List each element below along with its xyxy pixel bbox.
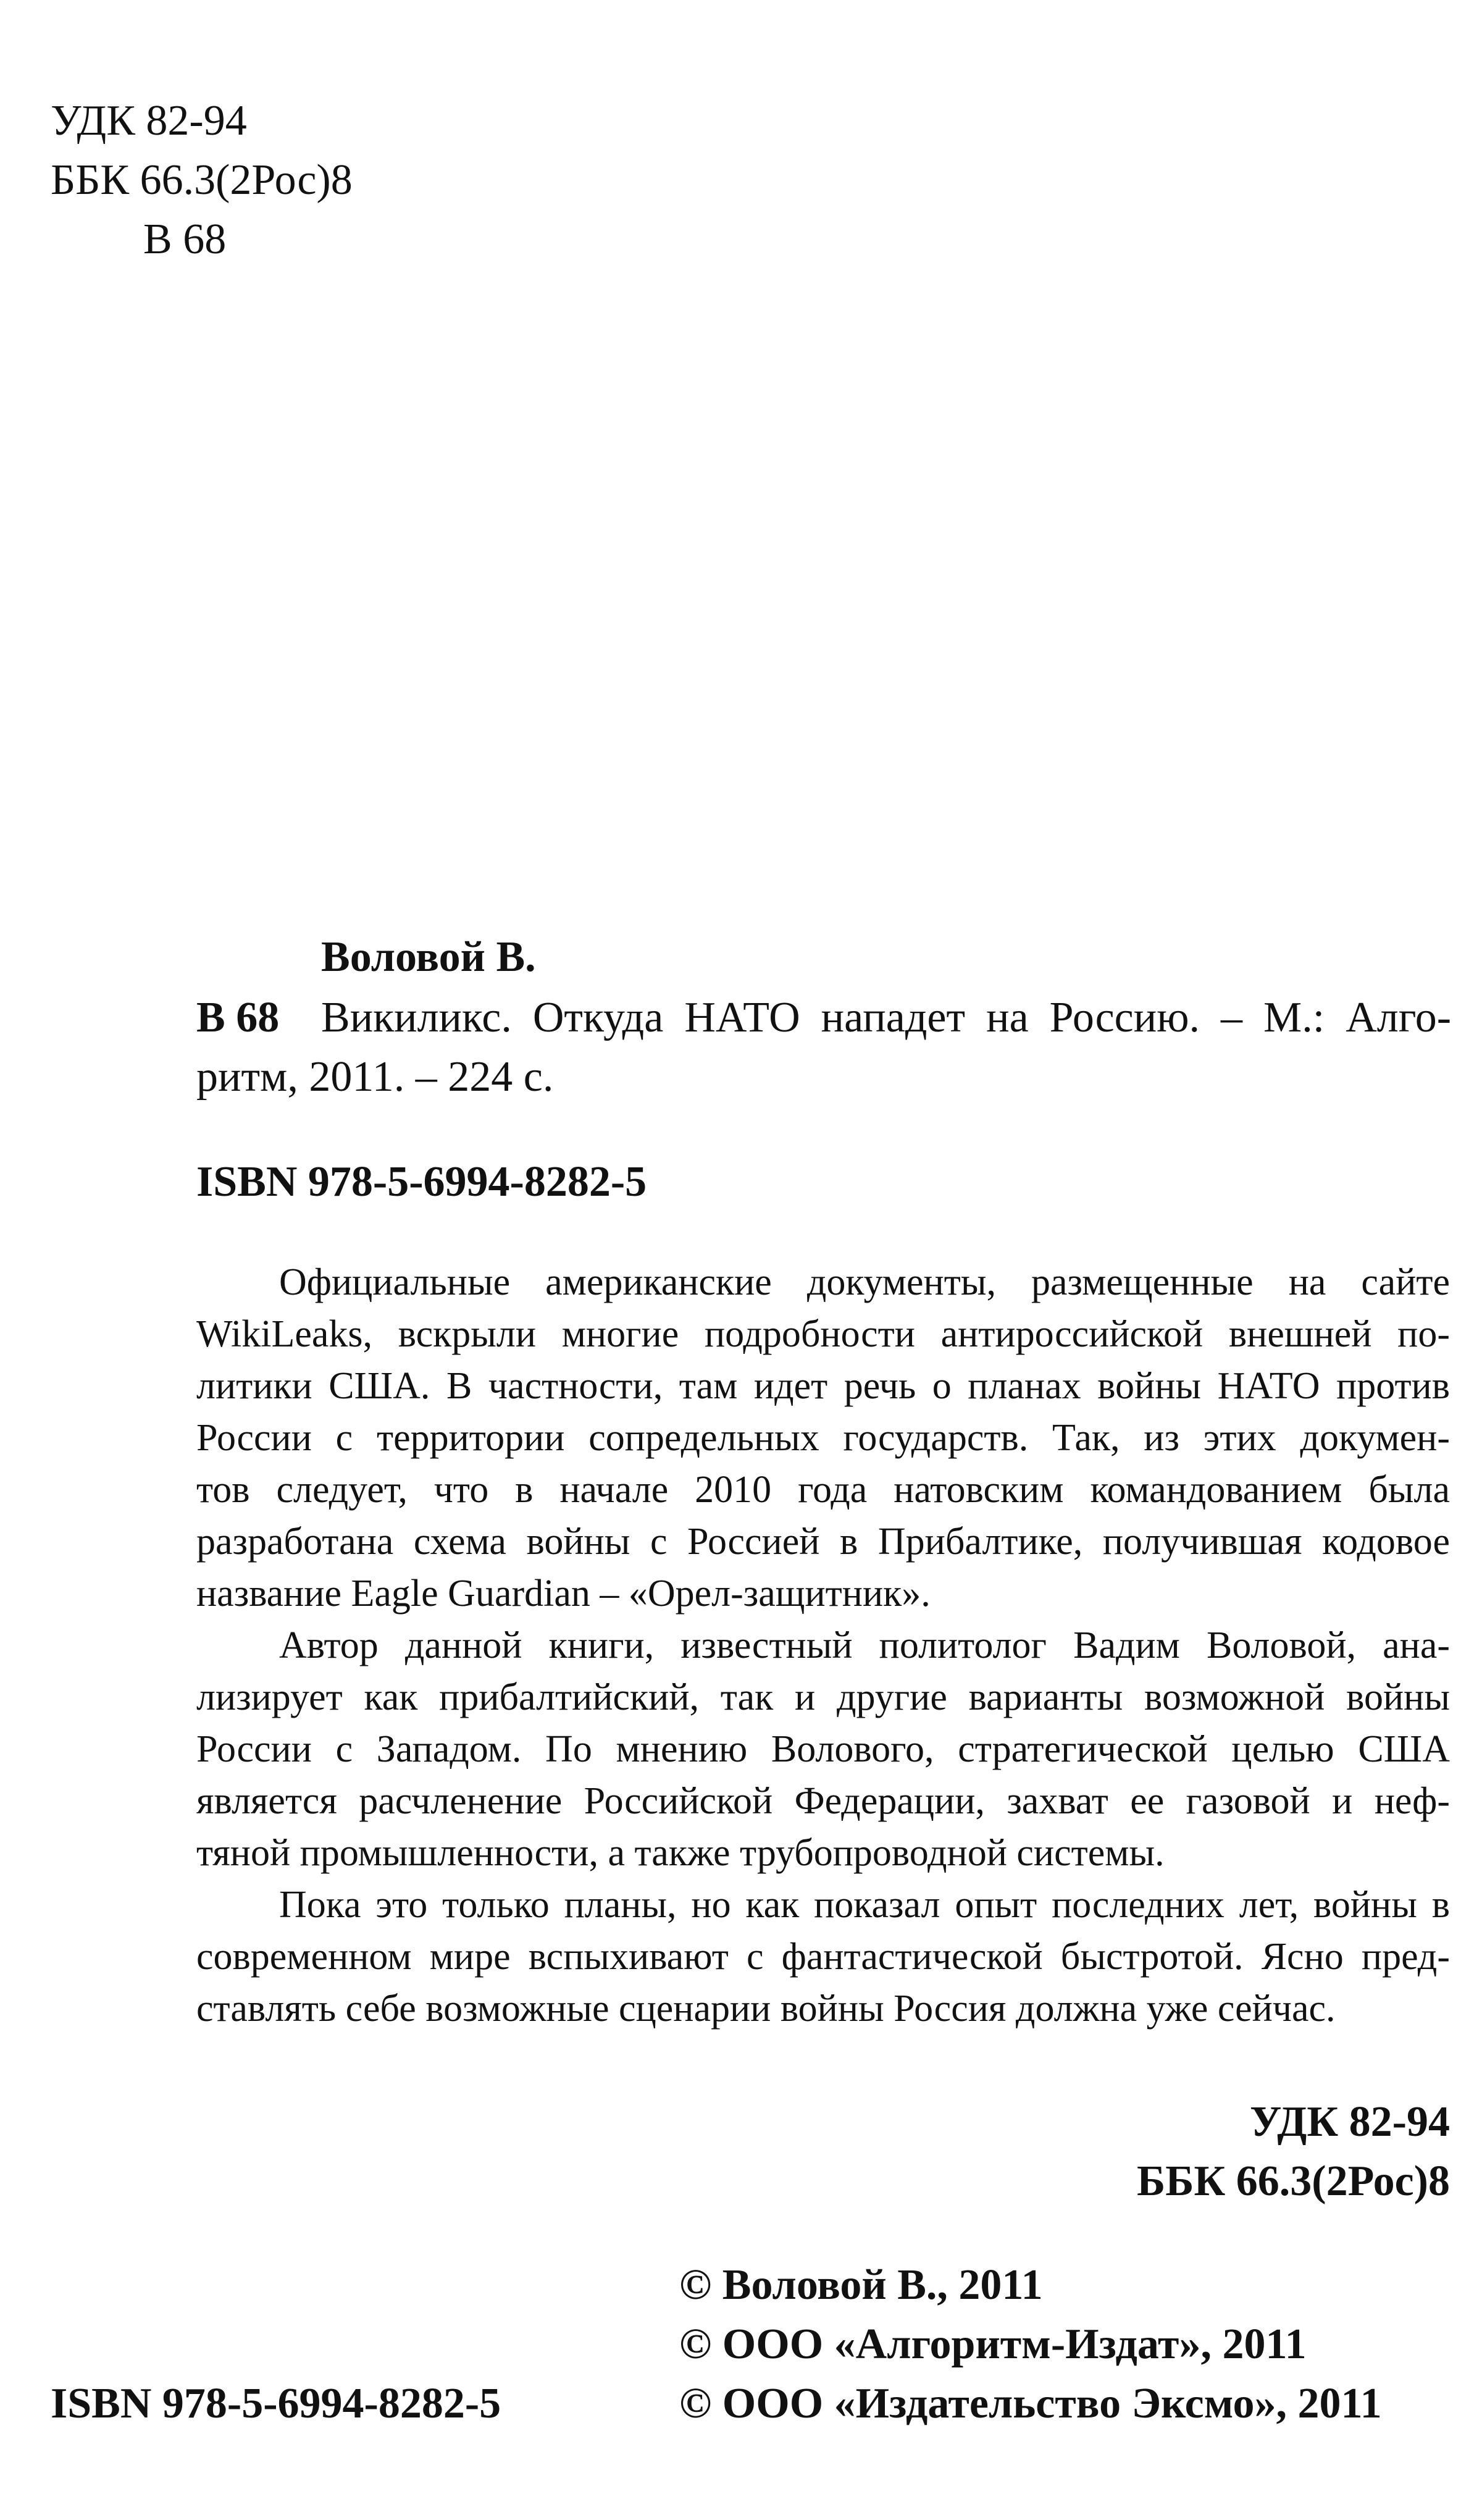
annotation-line: Автор данной книги, известный политолог Вадим Воловой, ана-: [279, 1624, 1450, 1666]
annotation-line: современном мире вспыхивают с фантастической быстротой. Ясно пред-: [196, 1936, 1450, 1978]
entry-title-line-1: Викиликс. Откуда НАТО нападет на Россию. – М.: Алго-: [321, 994, 1451, 1041]
footer-isbn: ISBN 978-5-6994-8282-5: [51, 2380, 501, 2427]
footer-udk: УДК 82-94: [1249, 2098, 1450, 2146]
annotation-line: России с Западом. По мнению Волового, стратегической целью США: [196, 1728, 1450, 1770]
copyright-algoritm: © ООО «Алгоритм-Издат», 2011: [679, 2320, 1307, 2368]
annotation-line: ставлять себе возможные сценарии войны Россия должна уже сейчас.: [196, 1988, 1336, 2030]
annotation-line: тов следует, что в начале 2010 года натовским командованием была: [196, 1469, 1450, 1511]
annotation-line: Официальные американские документы, размещенные на сайте: [279, 1261, 1450, 1303]
header-udk: УДК 82-94: [51, 97, 247, 145]
annotation-line: разработана схема войны с Россией в Прибалтике, получившая кодовое: [196, 1521, 1450, 1563]
entry-title-line-2: ритм, 2011. – 224 с.: [196, 1053, 554, 1101]
copyright-eksmo: © ООО «Издательство Эксмо», 2011: [679, 2380, 1382, 2427]
header-bbk: ББК 66.3(2Рос)8: [51, 156, 353, 204]
annotation-line: России с территории сопредельных государств. Так, из этих докумен-: [196, 1417, 1450, 1459]
footer-bbk: ББК 66.3(2Рос)8: [1136, 2157, 1450, 2205]
header-author-code: В 68: [143, 216, 227, 263]
entry-isbn: ISBN 978-5-6994-8282-5: [196, 1158, 647, 1206]
copyright-author: © Воловой В., 2011: [679, 2261, 1043, 2309]
entry-author: Воловой В.: [321, 933, 536, 981]
entry-author-code: В 68: [196, 994, 280, 1041]
annotation-line: Пока это только планы, но как показал опыт последних лет, войны в: [279, 1884, 1450, 1926]
annotation-line: лизирует как прибалтийский, так и другие варианты возможной войны: [196, 1676, 1450, 1718]
annotation-line: WikiLeaks, вскрыли многие подробности антироссийской внешней по-: [196, 1313, 1450, 1355]
annotation-line: название Eagle Guardian – «Орел-защитник».: [196, 1573, 931, 1615]
annotation-line: тяной промышленности, а также трубопроводной системы.: [196, 1832, 1165, 1874]
annotation-line: литики США. В частности, там идет речь о планах войны НАТО против: [196, 1365, 1450, 1407]
annotation-line: является расчленение Российской Федерации, захват ее газовой и неф-: [196, 1780, 1450, 1822]
